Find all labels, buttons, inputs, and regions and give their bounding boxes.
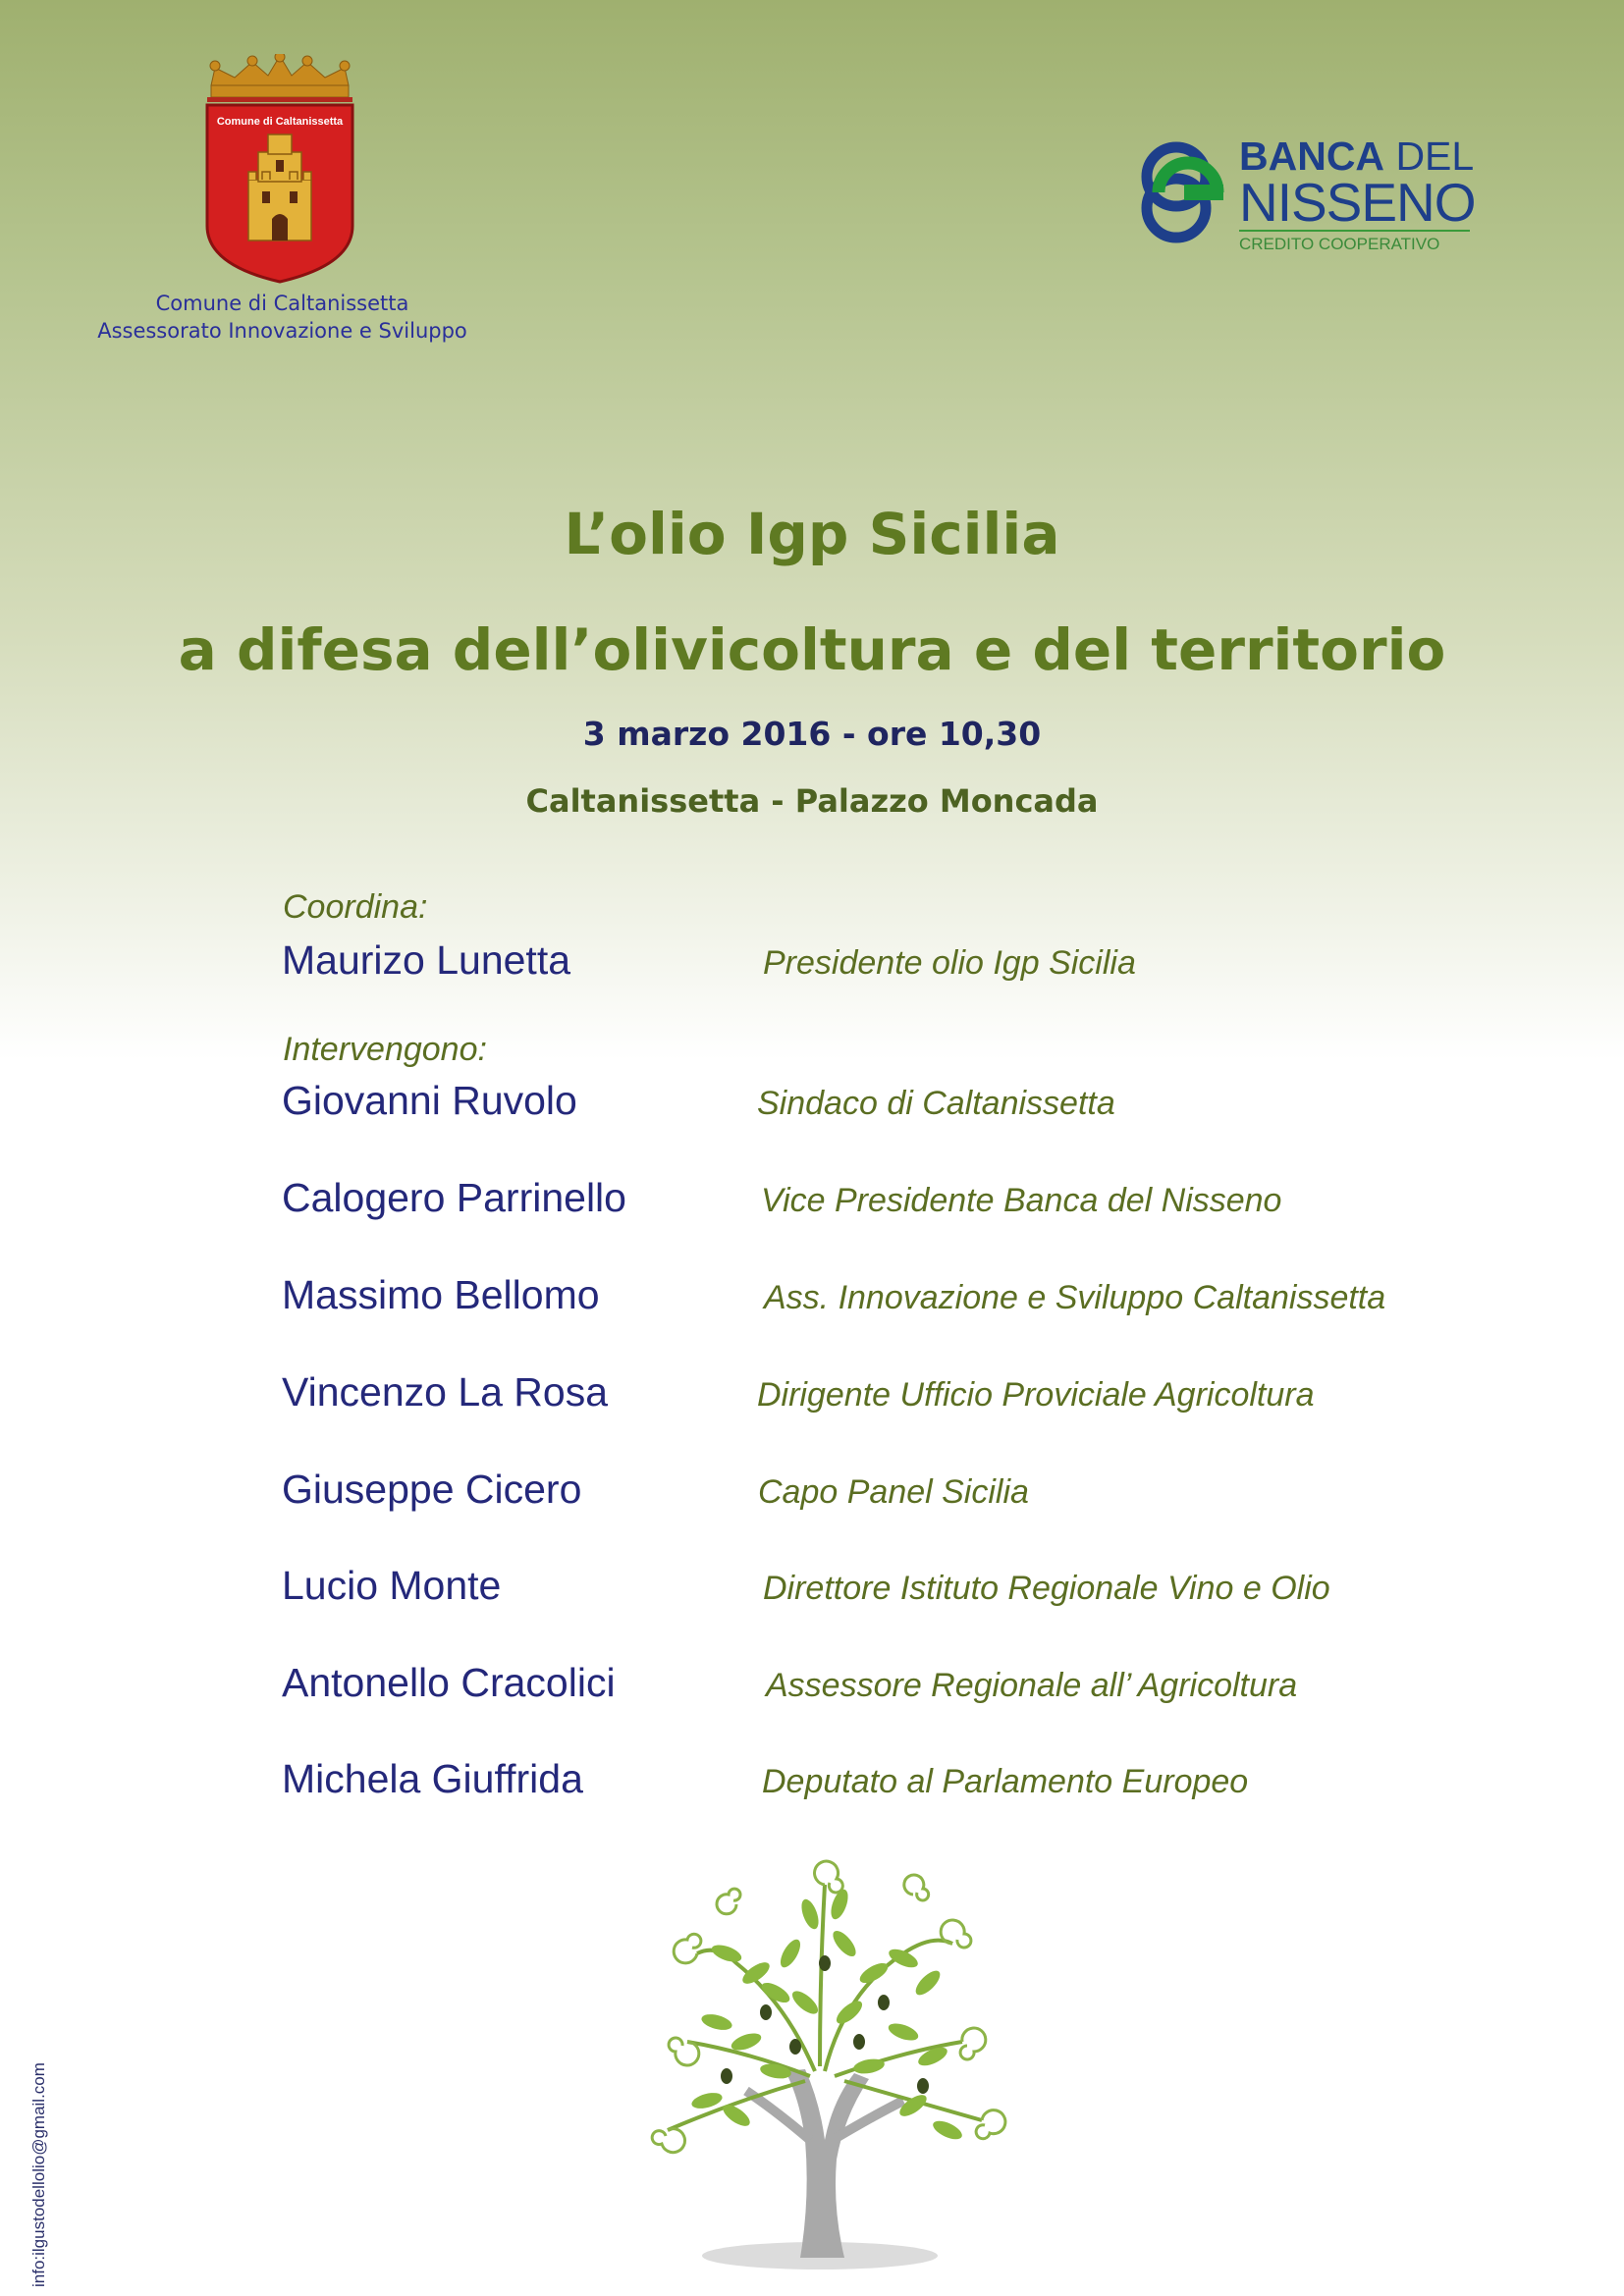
event-title: L’olio Igp Sicilia — [564, 501, 1060, 567]
event-date: 3 marzo 2016 - ore 10,30 — [582, 715, 1042, 753]
bank-name-bold: BANCA — [1239, 133, 1385, 179]
speaker-name: Giuseppe Cicero — [282, 1467, 582, 1512]
bank-tagline: CREDITO COOPERATIVO — [1239, 230, 1470, 254]
speaker-role: Dirigente Ufficio Proviciale Agricoltura — [757, 1376, 1315, 1414]
speaker-name: Massimo Bellomo — [282, 1272, 600, 1317]
speaker-name: Michela Giuffrida — [282, 1756, 583, 1801]
speaker-role: Assessore Regionale all’ Agricoltura — [766, 1667, 1298, 1704]
speaker-name: Vincenzo La Rosa — [282, 1369, 609, 1415]
crest-label: Comune di Caltanissetta — [216, 116, 344, 128]
speaker-name: Lucio Monte — [282, 1563, 502, 1608]
speaker-role: Deputato al Parlamento Europeo — [762, 1763, 1249, 1800]
speaker-role: Capo Panel Sicilia — [758, 1473, 1029, 1511]
event-subtitle: a difesa dell’olivicoltura e del territorio — [178, 616, 1446, 683]
bank-name-line1 — [1239, 135, 1504, 177]
speaker-role: Direttore Istituto Regionale Vino e Olio — [763, 1570, 1330, 1607]
organizer-department: Assessorato Innovazione e Sviluppo — [97, 319, 467, 343]
bank-name-block — [1239, 135, 1504, 254]
organizer-block — [59, 290, 506, 345]
speaker-role: Vice Presidente Banca del Nisseno — [761, 1182, 1282, 1219]
coordinator-label: Coordina: — [283, 888, 428, 926]
speaker-name: Antonello Cracolici — [282, 1660, 616, 1705]
event-place: Caltanissetta - Palazzo Moncada — [525, 782, 1099, 820]
organizer-name: Comune di Caltanissetta — [155, 292, 409, 315]
caltanissetta-crest-logo — [201, 54, 358, 285]
coordinator-role: Presidente olio Igp Sicilia — [763, 944, 1136, 982]
speaker-role: Sindaco di Caltanissetta — [757, 1085, 1115, 1122]
speaker-name: Calogero Parrinello — [282, 1175, 626, 1220]
banca-del-nisseno-logo-icon — [1119, 137, 1227, 245]
speaker-name: Giovanni Ruvolo — [282, 1078, 577, 1123]
speakers-label: Intervengono: — [283, 1031, 487, 1068]
contact-email[interactable]: info:ilgustodellolio@gmail.com — [29, 2062, 48, 2287]
speaker-role: Ass. Innovazione e Sviluppo Caltanissetta — [764, 1279, 1386, 1316]
bank-name-light: DEL — [1384, 133, 1475, 179]
bank-name-line2: NISSENO — [1239, 172, 1476, 233]
olive-tree-illustration — [609, 1845, 1041, 2277]
coordinator-name: Maurizo Lunetta — [282, 937, 571, 983]
